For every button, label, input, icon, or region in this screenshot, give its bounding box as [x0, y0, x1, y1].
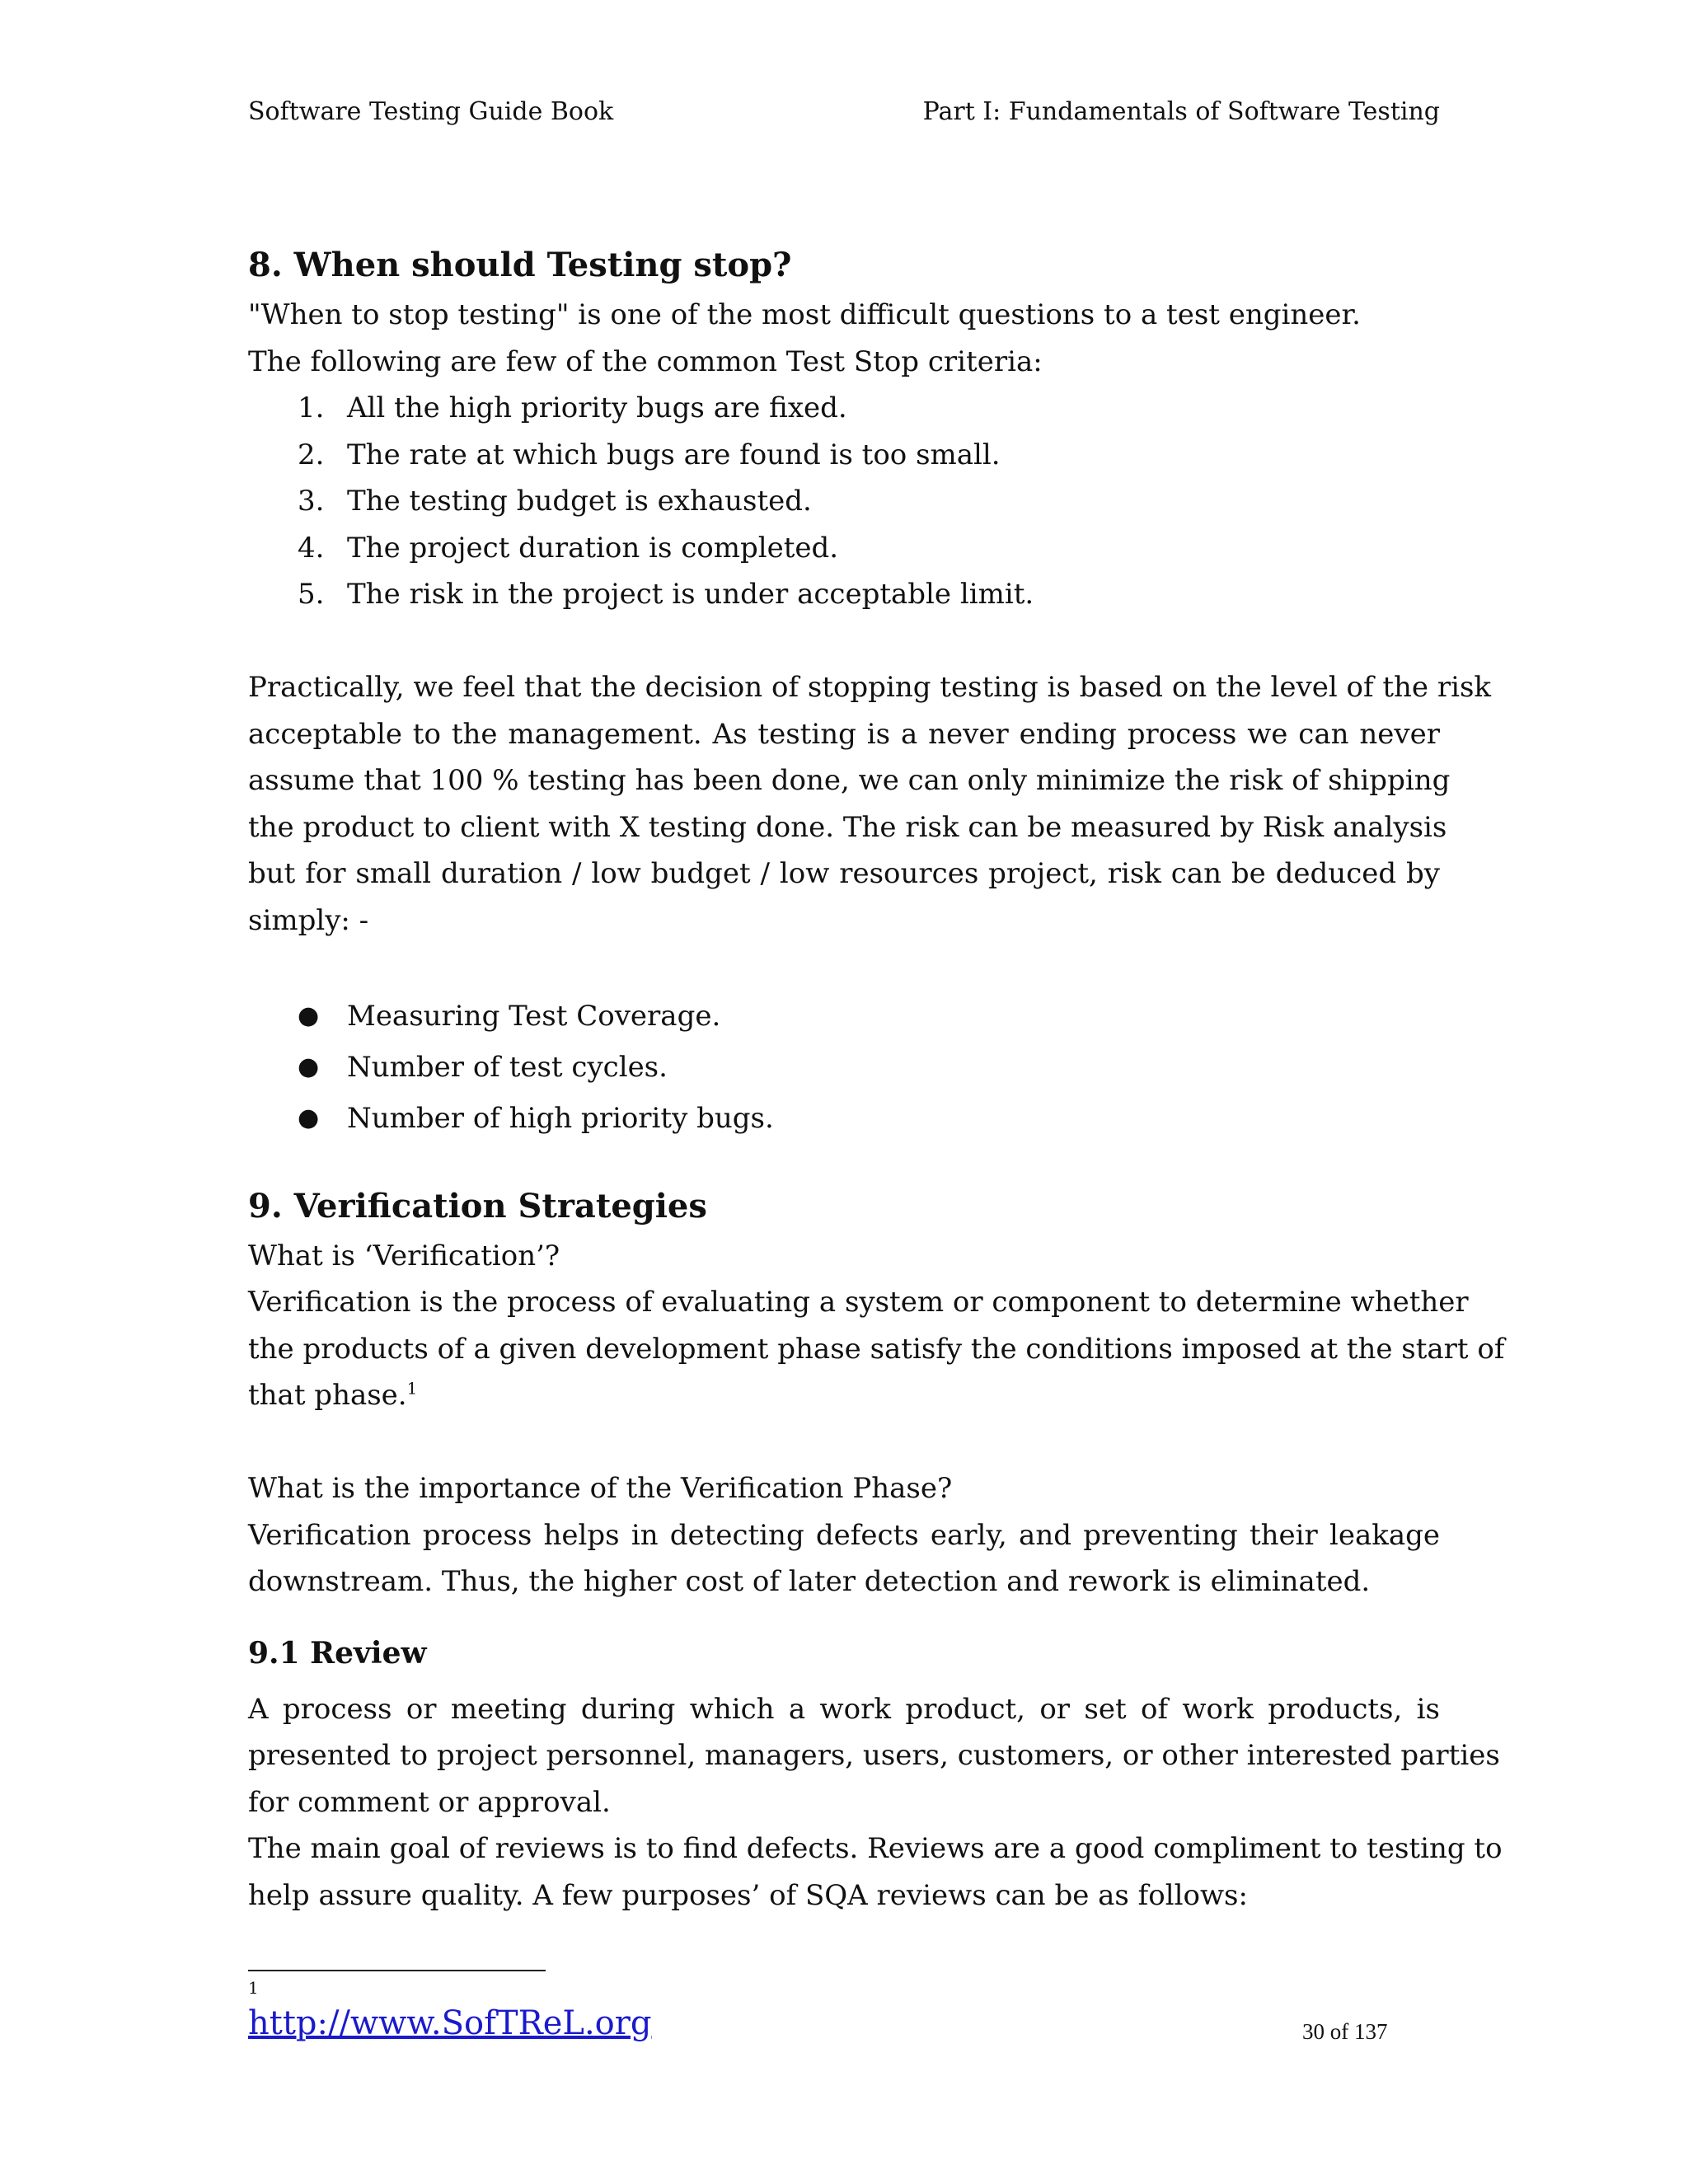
risk-measures-list — [248, 991, 1440, 1144]
list-item: ● Number of high priority bugs. — [248, 1093, 1440, 1144]
paragraph-line: Verification process helps in detecting defects early, and preventing their leakage — [248, 1518, 1440, 1552]
paragraph-line: downstream. Thus, the higher cost of later detection and rework is eliminated. — [248, 1565, 1371, 1598]
paragraph-line: simply: - — [248, 903, 369, 937]
bullet-icon: ● — [298, 1052, 320, 1081]
section-9-1-heading: 9.1 Review — [248, 1635, 427, 1671]
paragraph-line: acceptable to the management. As testing is a never ending process we can never — [248, 717, 1440, 751]
paragraph-line: Verification is the process of evaluating a system or component to determine whether — [248, 1286, 1469, 1319]
bullet-icon: ● — [298, 1001, 320, 1030]
section-8-intro-1: "When to stop testing" is one of the most difficult questions to a test engineer. — [248, 298, 1361, 331]
header-part-title: Part I: Fundamentals of Software Testing — [922, 97, 1440, 126]
paragraph-line: Practically, we feel that the decision of stopping testing is based on the level of the risk — [248, 671, 1492, 704]
paragraph-line: A process or meeting during which a work product, or set of work products, is — [248, 1692, 1440, 1726]
footnote-reference: 1 — [406, 1378, 418, 1399]
paragraph-line: for comment or approval. — [248, 1785, 611, 1819]
paragraph-line: help assure quality. A few purposes’ of SQA reviews can be as follows: — [248, 1878, 1248, 1912]
stop-criteria-list — [248, 385, 1440, 618]
bullet-icon: ● — [298, 1103, 320, 1132]
paragraph-line: The main goal of reviews is to find defects. Reviews are a good compliment to testing to — [248, 1832, 1503, 1865]
running-header — [248, 97, 1440, 130]
page-number: 30 of 137 — [1302, 2019, 1388, 2044]
verification-question: What is ‘Verification’? — [248, 1239, 560, 1272]
list-item: 4. The project duration is completed. — [298, 531, 839, 565]
paragraph-line: presented to project personnel, managers, users, customers, or other interested parties — [248, 1739, 1500, 1772]
paragraph-line: that phase.$^1$ — [248, 1378, 418, 1412]
importance-question: What is the importance of the Verification Phase? — [248, 1472, 953, 1505]
list-item: ● Number of test cycles. — [248, 1042, 1440, 1093]
paragraph-line: the product to client with X testing done. The risk can be measured by Risk analysis — [248, 810, 1447, 844]
footnote-mark: 1 — [248, 1978, 259, 1998]
section-8-intro-2: The following are few of the common Test Stop criteria: — [248, 344, 1043, 378]
page-content — [248, 239, 1505, 1919]
section-9-heading: 9. Verification Strategies — [248, 1186, 707, 1226]
header-book-title: Software Testing Guide Book — [248, 97, 614, 126]
paragraph-line: assume that 100 % testing has been done, we can only minimize the risk of shipping — [248, 764, 1451, 797]
paragraph-line: but for small duration / low budget / low resources project, risk can be deduced by — [248, 857, 1440, 890]
section-8-heading: 8. When should Testing stop? — [248, 246, 792, 284]
list-item: 1. All the high priority bugs are fixed. — [298, 391, 847, 424]
list-item: 5. The risk in the project is under acceptable limit. — [298, 578, 1034, 611]
paragraph-line: the products of a given development phase satisfy the conditions imposed at the start of — [248, 1332, 1505, 1366]
list-item: ● Measuring Test Coverage. — [248, 991, 1440, 1042]
list-item: 3. The testing budget is exhausted. — [298, 485, 812, 518]
list-item: 2. The rate at which bugs are found is too small. — [298, 438, 1001, 471]
footnote-separator — [248, 1970, 546, 1971]
softrel-link[interactable]: http://www.SofTReL.org — [248, 2004, 652, 2042]
risk-paragraph — [248, 664, 1492, 944]
